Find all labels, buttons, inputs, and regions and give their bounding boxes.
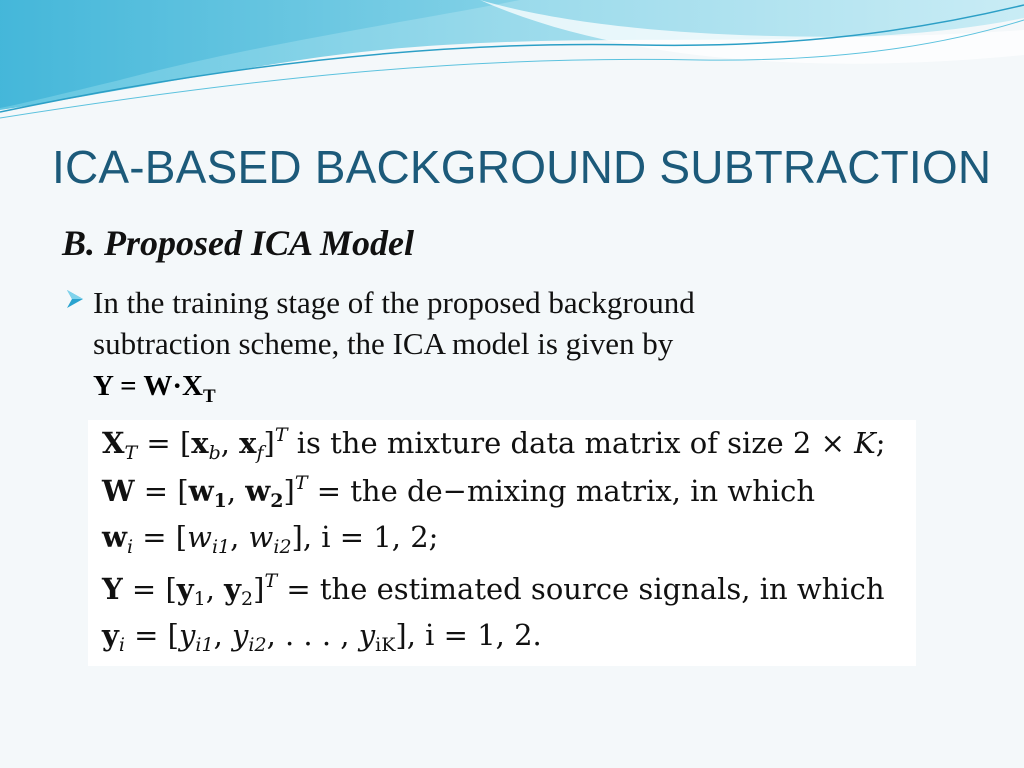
definition-yi: $y_i = [y_{i1}$, $y_{i2}$, . . . , $y_{iK}$], i = 1, 2. bbox=[102, 618, 542, 656]
arrow-bullet-icon bbox=[64, 288, 86, 310]
bullet-line-1: In the training stage of the proposed background bbox=[93, 285, 695, 320]
definition-xt-text: is the mixture data matrix of size 2 × bbox=[287, 426, 855, 460]
definition-wi-text: , i = 1, 2; bbox=[302, 520, 439, 554]
equation-subscript: T bbox=[202, 386, 216, 407]
definition-wi: $w_i = [w_{i1}$, $w_{i2}$], i = 1, 2; bbox=[102, 520, 439, 558]
definition-w: $W = [w_1$, $w_2]^T$ = the de−mixing matrix, in which bbox=[102, 472, 816, 512]
bullet-point bbox=[62, 282, 962, 364]
definition-yi-text: , i = 1, 2. bbox=[406, 618, 542, 652]
bullet-line-2: subtraction scheme, the ICA model is given by bbox=[93, 326, 674, 361]
section-subheading: B. Proposed ICA Model bbox=[62, 223, 415, 263]
definitions-image bbox=[88, 420, 916, 666]
definition-y: $Y = [y_1$, $y_2]^T$ = the estimated source signals, in which bbox=[102, 570, 885, 610]
definition-xt: $X_T = [x_b$, $x_f]^T$ is the mixture data matrix of size 2 × K; bbox=[102, 424, 886, 464]
header-wave-decoration bbox=[0, 0, 1024, 130]
slide-title: ICA-BASED BACKGROUND SUBTRACTION bbox=[52, 141, 992, 193]
definition-y-text: = the estimated source signals, in which bbox=[277, 572, 885, 606]
equation-lhs: Y = W·X bbox=[93, 370, 203, 402]
ica-model-equation bbox=[93, 370, 216, 408]
definition-w-text: = the de−mixing matrix, in which bbox=[307, 474, 816, 508]
